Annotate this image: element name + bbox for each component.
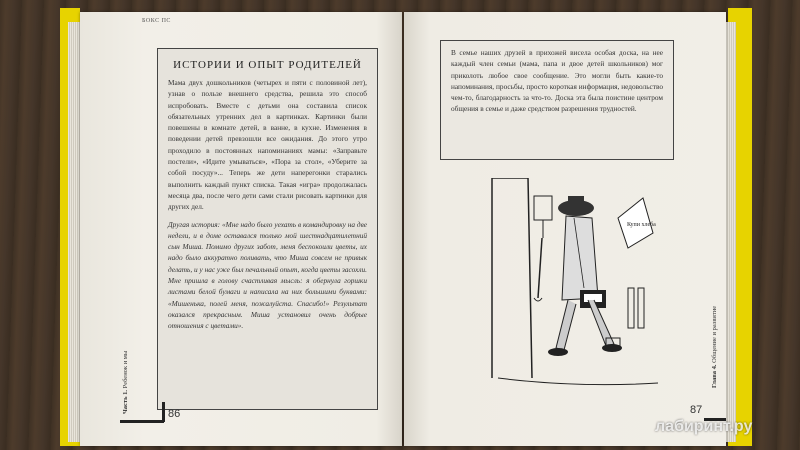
right-chapter-heading: [711, 148, 721, 388]
right-page-number: 87: [690, 404, 703, 416]
left-chapter-part: Часть 1.: [122, 389, 129, 414]
right-chapter-name: Общение и развитие: [711, 305, 718, 363]
left-chapter-heading: [122, 184, 132, 414]
man-with-briefcase-illustration: [488, 178, 668, 398]
paragraph-preschoolers: Мама двух дошкольников (четырех и пяти с половиной лет), узнав о пользе внешнего средства, решила это способ испробовать. Вместе с детьми она составила список обязательных утренних дел в картинках. Картинки были повешены в комнате детей, в ванне, в кухне. Изменения в поведении детей превзошли все ожидания. До этого утро проходило в постоянных напоминаниях мамы: «Заправьте постели», «Идите умываться», «Пора за стол», «Уберите за собой посуду»... Теперь же дети наперегонки старались выполнить каждый пункт списка. Такая «игра» продолжалась месяца два, после чего дети сами стали рисовать картинки для других дел.: [168, 78, 367, 212]
right-chapter-part: Глава 4.: [711, 364, 718, 388]
running-head: БОКС ПС: [142, 18, 171, 24]
paragraph-flowers: Другая история: «Мне надо было уехать в командировку на две недели, и в доме оставался только мой шестнадцатилетний сын Миша. Помимо других забот, меня беспокоили цветы, их надо было аккуратно поливать, что Миша совсем не привык делать, и у нас уже был печальный опыт, когда цветы засохли. Мне пришла в голову счастливая мысль: я обернула горшки листами белой бумаги и написала на них большими буквами: «Мишенька, полей меня, пожалуйста. Спасибо!» Результат оказался прекрасным. Миша установил очень добрые отношения с цветами».: [168, 219, 367, 331]
left-chapter-name: Ребенок и мы: [122, 350, 129, 389]
left-page-bar-vertical: [162, 402, 165, 422]
left-page-bar: [120, 420, 164, 423]
left-page-number: 86: [168, 408, 181, 420]
note-on-wall: Купи хлеба: [627, 222, 656, 228]
right-page-stack: [726, 22, 736, 442]
site-watermark: лабиринт.ру: [655, 418, 753, 435]
family-board-text: В семье наших друзей в прихожей висела особая доска, на нее каждый член семьи (мама, папа и двое детей школьников) мог приколоть любое свое сообщение. Это могли быть какие-то напоминания, просьбы, просто короткая информация, недовольство чем-то, благодарность за что-то. Доска эта была поистине центром общения в семье и даже средством разрешения трудностей.: [451, 48, 663, 114]
box-body: [168, 77, 367, 332]
parents-stories-box: [157, 48, 378, 410]
family-board-box: [440, 40, 674, 160]
box-title: ИСТОРИИ И ОПЫТ РОДИТЕЛЕЙ: [173, 59, 362, 71]
